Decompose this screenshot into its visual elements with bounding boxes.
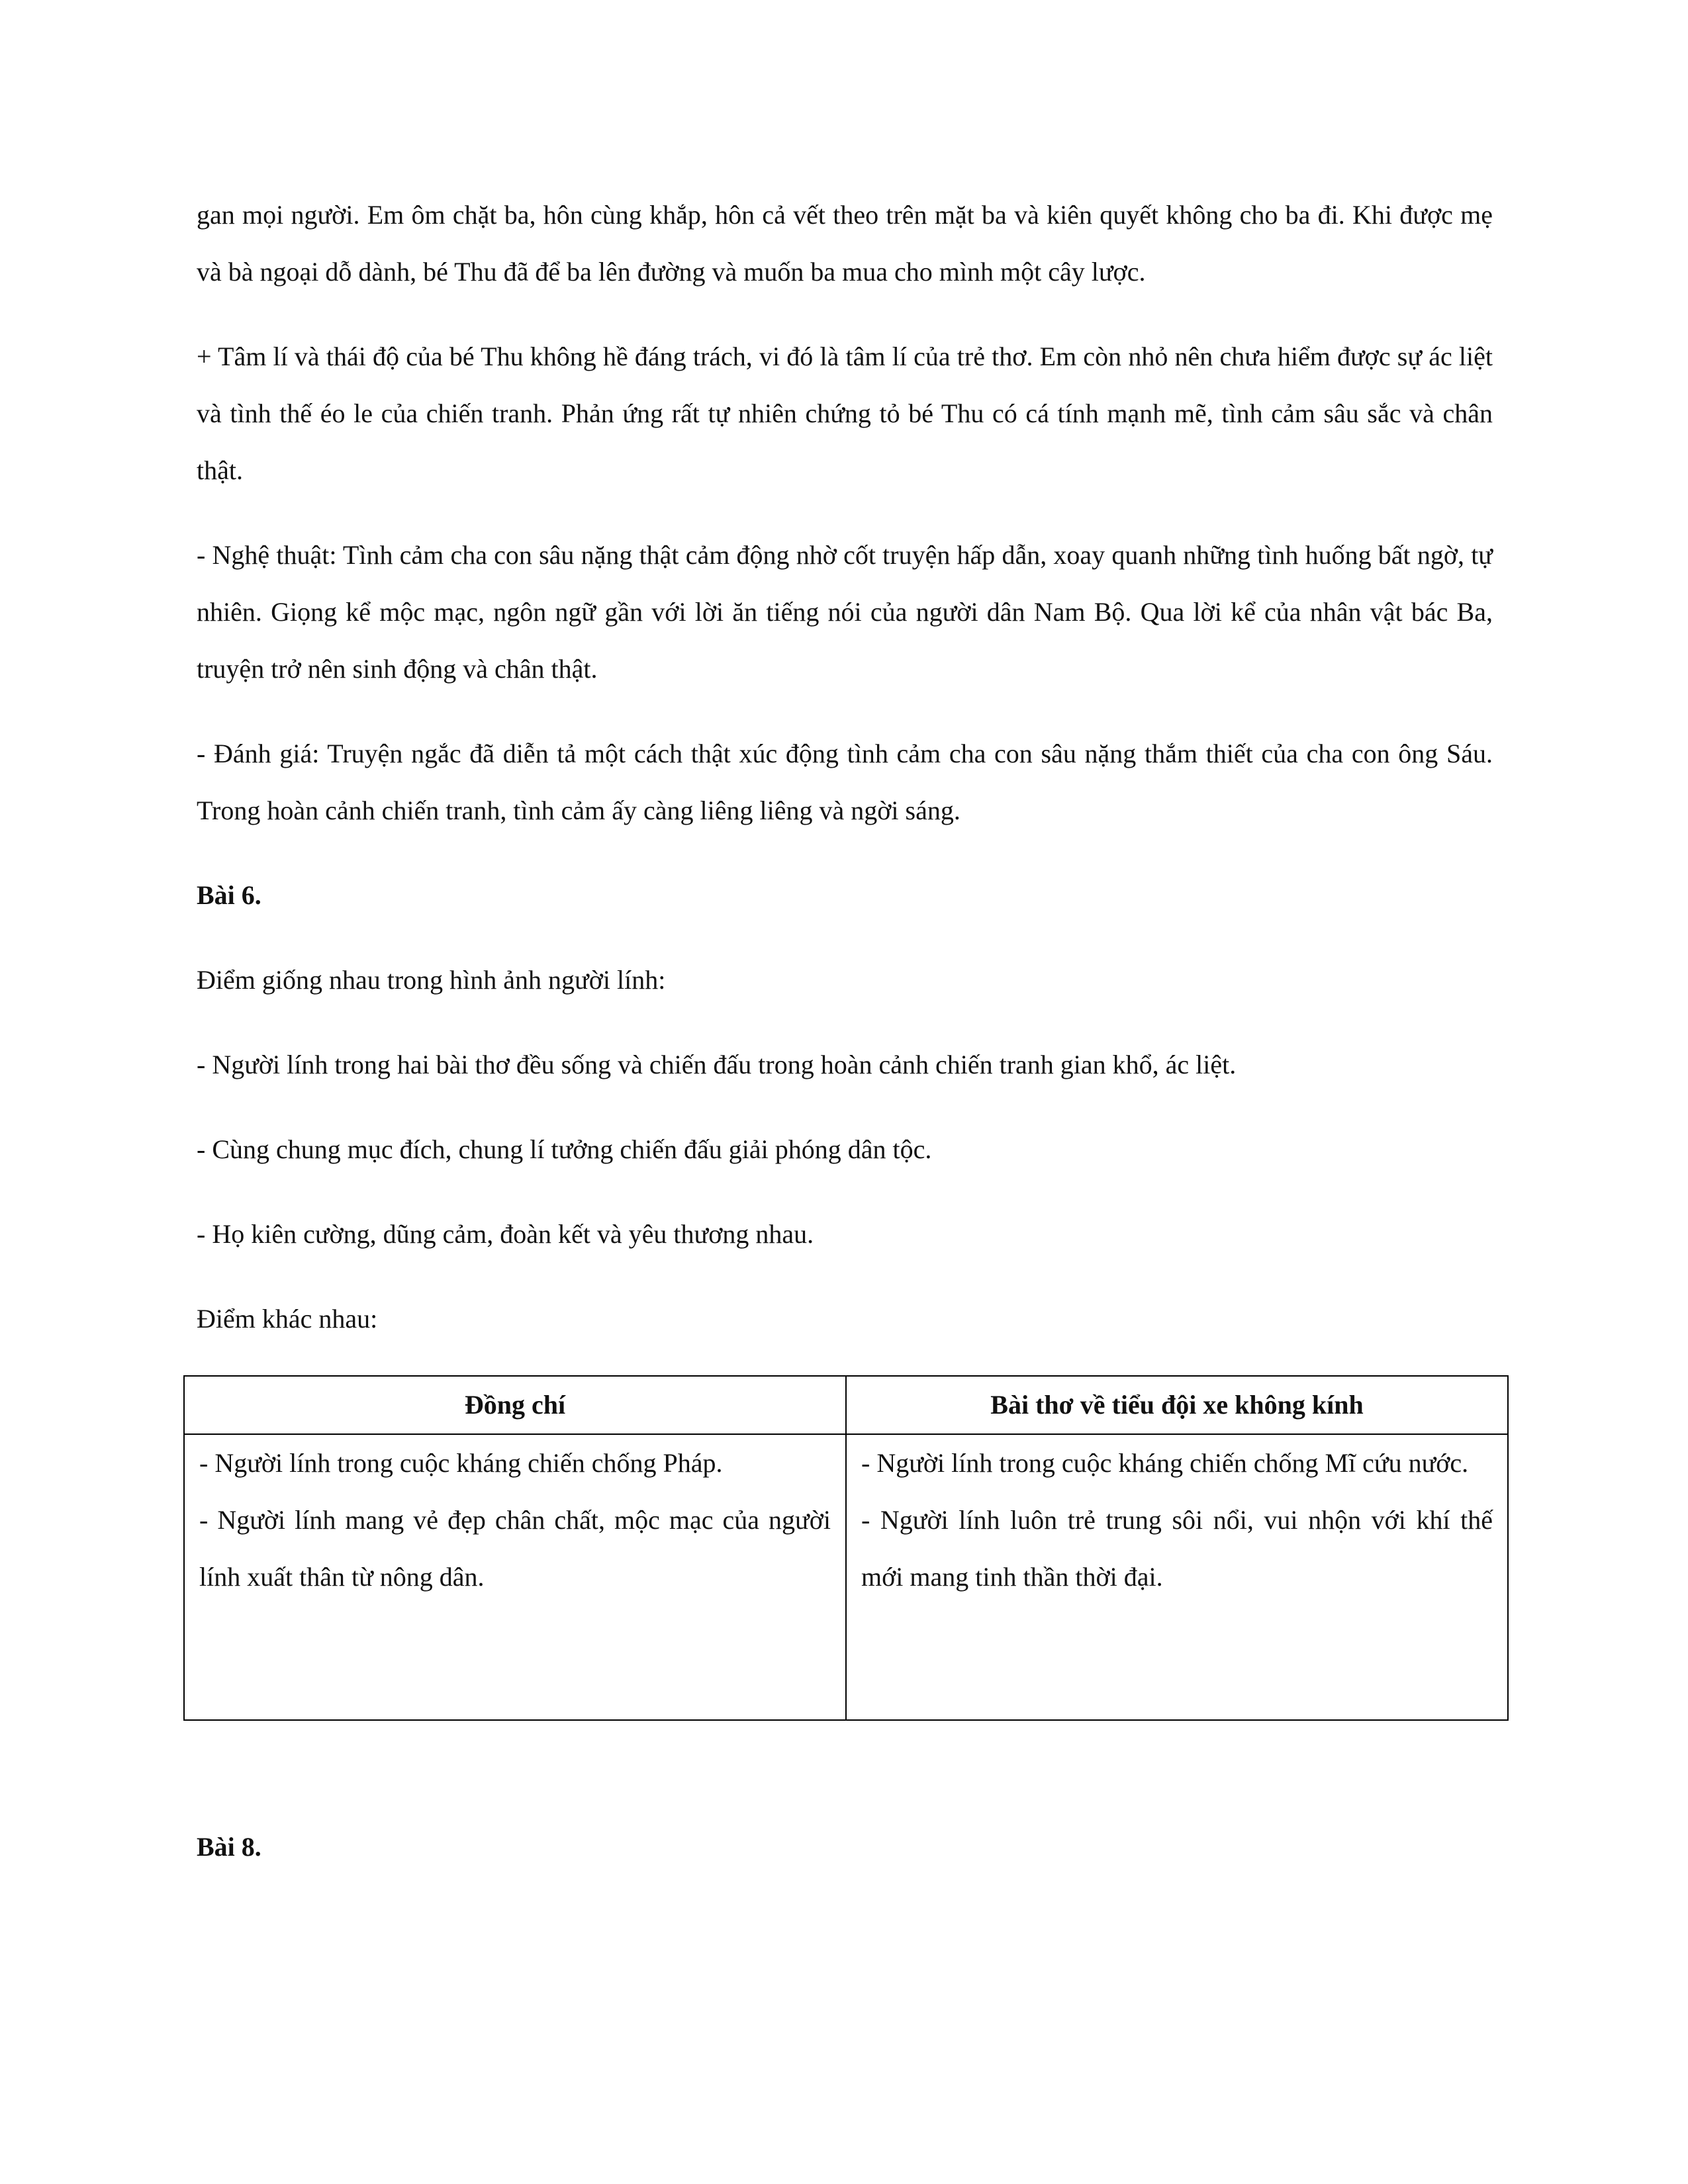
comparison-table (183, 1375, 1509, 1721)
cell-text: - Người lính trong cuộc kháng chiến chống Pháp. (199, 1448, 723, 1478)
table-cell-dong-chi (184, 1434, 846, 1720)
similar-point-1: - Người lính trong hai bài thơ đều sống và chiến đấu trong hoàn cảnh chiến tranh gian khổ, ác liệt. (197, 1050, 1237, 1079)
paragraph-thu-psychology: + Tâm lí và thái độ của bé Thu không hề đáng trách, vi đó là tâm lí của trẻ thơ. Em còn nhỏ nên chưa hiểm được sự ác liệt và tình thế éo le của chiến tranh. Phản ứng rất tự nhiên chứng tỏ bé Thu có cá tính mạnh mẽ, tình cảm sâu sắc và chân thật. (197, 341, 1493, 485)
table-header-tieu-doi: Bài thơ về tiểu đội xe không kính (846, 1376, 1508, 1434)
table-header-row (184, 1376, 1508, 1434)
document-page (197, 187, 1493, 1903)
table-row (184, 1434, 1508, 1720)
spacer (197, 1721, 1493, 1819)
paragraph-evaluation: - Đánh giá: Truyện ngắc đã diễn tả một cách thật xúc động tình cảm cha con sâu nặng thắm thiết của cha con ông Sáu. Trong hoàn cảnh chiến tranh, tình cảm ấy càng liêng liêng và ngời sáng. (197, 739, 1493, 825)
different-intro: Điểm khác nhau: (197, 1304, 378, 1334)
cell-text: - Người lính luôn trẻ trung sôi nổi, vui nhộn với khí thế mới mang tinh thần thời đại. (861, 1505, 1493, 1592)
paragraph-thu-farewell: gan mọi người. Em ôm chặt ba, hôn cùng khắp, hôn cả vết theo trên mặt ba và kiên quyết không cho ba đi. Khi được mẹ và bà ngoại dỗ dành, bé Thu đã để ba lên đường và muốn ba mua cho mình một cây lược. (197, 200, 1493, 287)
table-header-dong-chi: Đồng chí (184, 1376, 846, 1434)
similar-point-3: - Họ kiên cường, dũng cảm, đoàn kết và yêu thương nhau. (197, 1219, 814, 1249)
similar-point-2: - Cùng chung mục đích, chung lí tưởng chiến đấu giải phóng dân tộc. (197, 1134, 932, 1164)
heading-bai-6: Bài 6. (197, 880, 261, 910)
cell-text: - Người lính mang vẻ đẹp chân chất, mộc mạc của người lính xuất thân từ nông dân. (199, 1505, 831, 1592)
cell-text: - Người lính trong cuộc kháng chiến chống Mĩ cứu nước. (861, 1448, 1469, 1478)
paragraph-art: - Nghệ thuật: Tình cảm cha con sâu nặng thật cảm động nhờ cốt truyện hấp dẫn, xoay quanh những tình huống bất ngờ, tự nhiên. Giọng kể mộc mạc, ngôn ngữ gần với lời ăn tiếng nói của người dân Nam Bộ. Qua lời kể của nhân vật bác Ba, truyện trở nên sinh động và chân thật. (197, 540, 1493, 684)
similar-intro: Điểm giống nhau trong hình ảnh người lính: (197, 965, 666, 995)
heading-bai-8: Bài 8. (197, 1832, 261, 1862)
table-cell-tieu-doi (846, 1434, 1508, 1720)
